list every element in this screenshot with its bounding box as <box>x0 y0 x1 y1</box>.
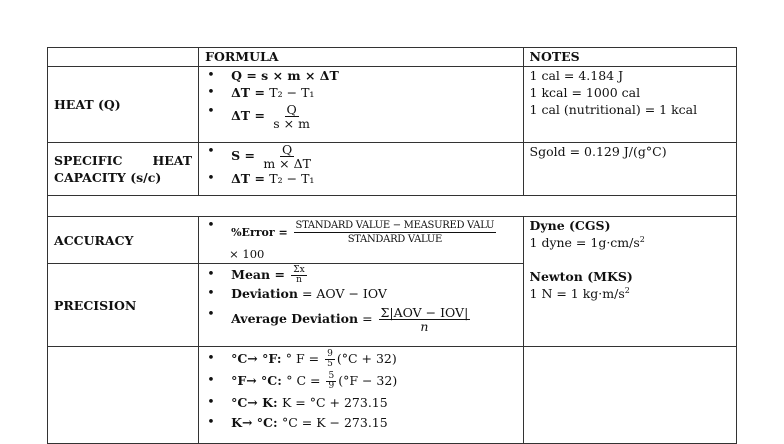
formula-rhs: °C = K − 273.15 <box>281 415 388 430</box>
formula-c-to-f <box>205 350 516 369</box>
denominator: s × m <box>273 116 310 131</box>
formula-delta-t-from-q <box>205 103 516 130</box>
header-row <box>48 48 737 67</box>
denominator: n <box>420 319 429 334</box>
table-row-accuracy <box>48 217 737 264</box>
row-label-specific-heat <box>48 143 199 196</box>
notes-cell-force <box>523 217 736 347</box>
label-part: CAPACITY (s/c) <box>54 170 162 185</box>
formula-cell-temperature <box>199 347 523 444</box>
denominator: 9 <box>328 381 335 391</box>
formula-lhs: Average Deviation <box>231 311 359 326</box>
row-label-heat: HEAT (Q) <box>48 67 199 143</box>
formula-deviation <box>205 285 516 302</box>
formula-c-to-k <box>205 394 516 411</box>
formula-tail: (°F − 32) <box>338 373 398 388</box>
formula-cell-accuracy <box>199 217 523 264</box>
fraction <box>326 372 336 391</box>
label-part: SPECIFIC <box>54 153 123 168</box>
notes-cell-specific-heat <box>523 143 736 196</box>
row-label-accuracy: ACCURACY <box>48 217 199 264</box>
exponent: 2 <box>639 234 645 244</box>
table-row-heat <box>48 67 737 143</box>
formula-lhs: Deviation <box>231 286 298 301</box>
formula-tail: × 100 <box>229 247 265 261</box>
fraction <box>271 103 312 130</box>
formula-mean <box>205 266 516 285</box>
formula-lhs: Mean = <box>231 267 290 282</box>
formula-rhs: = AOV − IOV <box>297 286 387 301</box>
formula-rhs: T₂ − T₁ <box>269 85 315 100</box>
formula-cell-specific-heat <box>199 143 523 196</box>
equals: ° F = <box>285 351 324 366</box>
equation-text: 1 dyne = 1g·cm/s <box>529 235 640 250</box>
formula-f-to-c <box>205 372 516 391</box>
formula-table <box>47 47 737 444</box>
formula-lhs: ΔT = <box>231 108 270 123</box>
denominator: m × ΔT <box>263 156 311 171</box>
label-part: HEAT <box>152 153 193 168</box>
formula-k-to-c <box>205 414 516 431</box>
numerator: Σx <box>293 265 305 275</box>
table-row-specific-heat <box>48 143 737 196</box>
numerator: 5 <box>328 371 335 381</box>
equals: = <box>358 311 377 326</box>
equation-text: 1 N = 1 kg·m/s <box>529 286 625 301</box>
notes-cell-heat <box>523 67 736 143</box>
formula-cell-precision <box>199 264 523 347</box>
header-topic <box>48 48 199 67</box>
fraction <box>294 219 497 246</box>
dyne-equation <box>530 234 730 251</box>
formula-lhs: °C→ K: <box>231 395 282 410</box>
numerator: Q <box>282 142 293 157</box>
header-formula: FORMULA <box>199 48 523 67</box>
dyne-title: Dyne (CGS) <box>529 218 611 233</box>
formula-average-deviation <box>205 306 516 333</box>
formula-delta-t <box>205 170 516 187</box>
formula-lhs: %Error = <box>231 226 292 239</box>
formula-rhs: K = °C + 273.15 <box>281 395 388 410</box>
notes-cell-temperature <box>523 347 736 444</box>
formula-text: Q = s × m × ΔT <box>231 68 339 83</box>
denominator: STANDARD VALUE <box>347 234 442 245</box>
header-notes: NOTES <box>523 48 736 67</box>
formula-lhs: °F→ °C: <box>231 373 287 388</box>
fraction <box>325 350 335 369</box>
formula-tail: (°C + 32) <box>336 351 397 366</box>
exponent: 2 <box>624 285 630 295</box>
fraction <box>291 266 306 285</box>
formula-lhs: °C→ °F: <box>231 351 286 366</box>
formula-rhs: T₂ − T₁ <box>269 171 315 186</box>
newton-equation <box>530 285 730 302</box>
row-label-temperature <box>48 347 199 444</box>
numerator: Q <box>286 102 297 117</box>
formula-lhs: ΔT = <box>231 171 270 186</box>
note-line: 1 cal (nutritional) = 1 kcal <box>529 102 698 117</box>
note-line: Sgold = 0.129 J/(g°C) <box>529 144 667 159</box>
table-row-separator <box>48 196 737 217</box>
formula-lhs: K→ °C: <box>231 415 282 430</box>
formula-lhs: ΔT = <box>231 85 270 100</box>
formula-lhs: S = <box>231 148 260 163</box>
denominator: n <box>296 275 302 285</box>
numerator: STANDARD VALUE − MEASURED VALU <box>295 220 495 231</box>
formula-specific-heat <box>205 143 516 170</box>
fraction <box>261 143 313 170</box>
table-row-temperature <box>48 347 737 444</box>
note-line: 1 kcal = 1000 cal <box>529 85 641 100</box>
numerator: Σ|AOV − IOV| <box>380 305 469 320</box>
numerator: 9 <box>327 349 333 359</box>
formula-delta-t <box>205 84 516 101</box>
separator-cell <box>48 196 737 217</box>
denominator: 5 <box>327 359 333 369</box>
row-label-precision: PRECISION <box>48 264 199 347</box>
equals: ° C = <box>286 373 325 388</box>
formula-percent-error <box>205 217 516 263</box>
newton-title: Newton (MKS) <box>529 269 633 284</box>
formula-heat <box>205 67 516 84</box>
note-line: 1 cal = 4.184 J <box>529 68 624 83</box>
formula-cell-heat <box>199 67 523 143</box>
fraction <box>379 306 471 333</box>
